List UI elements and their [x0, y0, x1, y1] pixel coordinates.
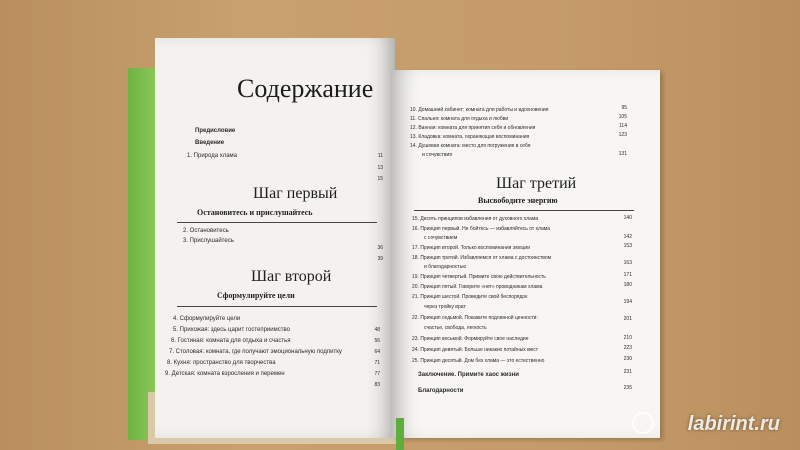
toc-page-number: 83: [374, 382, 380, 388]
toc-page-number: 171: [623, 272, 632, 278]
toc-entry: 13. Кладовка: комната, охраняющая воспоминания: [410, 134, 530, 140]
toc-page-number: 48: [374, 327, 380, 333]
toc-entry-preface: Предисловие: [195, 128, 236, 134]
toc-page-number: 13: [377, 165, 383, 171]
toc-entry: 25. Принцип десятый. Дом без хлама — это естественно: [412, 358, 545, 364]
toc-page-number: 180: [623, 282, 632, 288]
toc-page-number: 153: [623, 243, 632, 249]
toc-entry: 18. Принцип третий. Избавляемся от хлама с достоинством: [412, 255, 552, 261]
toc-entry: 14. Душевая комната: место для погружения в себя: [410, 143, 531, 149]
toc-entry: и сочувствия: [422, 152, 453, 158]
toc-entry: 22. Принцип седьмой. Покажите подлинной ценности:: [412, 315, 538, 321]
toc-page-number: 140: [623, 215, 632, 221]
step-three-subheading: Высвободите энергию: [478, 196, 558, 205]
toc-entry: 7. Столовая: комната, где получают эмоциональную подпитку: [169, 349, 342, 355]
toc-entry-conclusion: Заключение. Примите хаос жизни: [418, 372, 519, 378]
toc-entry: с сочувствием: [424, 235, 458, 241]
contents-title: Содержание: [237, 74, 374, 103]
toc-page-number: 105: [618, 114, 627, 120]
toc-entry: 21. Принцип шестой. Проведите свой беспорядок: [412, 294, 528, 300]
toc-entry: счастье, свобода, легкость: [424, 325, 487, 331]
toc-entry: 19. Принцип четвертый. Примите свою действительность: [412, 274, 546, 280]
toc-page-number: 231: [623, 369, 632, 375]
toc-entry: 12. Ванная: комната для принятия себя и обновления: [410, 125, 536, 131]
toc-entry: 1. Природа хлама: [187, 153, 238, 159]
step-one-heading: Шаг первый: [253, 185, 338, 202]
toc-entry: 8. Кухня: пространство для творчества: [167, 360, 276, 366]
toc-entry: 2. Остановитесь: [183, 228, 229, 234]
toc-entry: через тройку врат: [424, 304, 466, 310]
toc-page-number: 123: [618, 132, 627, 138]
toc-entry-acknowledgements: Благодарности: [418, 388, 464, 394]
toc-page-number: 56: [374, 338, 380, 344]
toc-page-number: 15: [377, 176, 383, 182]
toc-entry: 23. Принцип восьмой. Формируйте свое наследие: [412, 336, 529, 342]
toc-page-number: 36: [377, 245, 383, 251]
divider: [414, 210, 634, 211]
divider: [177, 306, 377, 307]
toc-entry: 16. Принцип первый. Не бойтесь — избавляйтесь от хлама: [412, 226, 551, 232]
toc-page-number: 201: [623, 316, 632, 322]
toc-page-number: 235: [623, 385, 632, 391]
toc-entry: 9. Детская: комната взросления и перемен: [165, 371, 285, 377]
toc-page-number: 194: [623, 299, 632, 305]
toc-entry: 10. Домашний кабинет: комната для работы и вдохновения: [410, 107, 549, 113]
bookmark-ribbon: [396, 418, 404, 450]
toc-entry: и благодарностью: [424, 264, 467, 270]
toc-page-number: 163: [623, 260, 632, 266]
toc-entry: 6. Гостиная: комната для отдыха и счастья: [171, 338, 291, 344]
step-two-subheading: Сформулируйте цели: [217, 291, 295, 300]
toc-page-number: 71: [374, 360, 380, 366]
labirint-logo-icon: [632, 412, 654, 434]
toc-entry: 24. Принцип девятый. Больше никаких потайных мест: [412, 347, 539, 353]
toc-entry: 3. Прислушайтесь: [183, 238, 234, 244]
toc-page-number: 77: [374, 371, 380, 377]
toc-page-number: 223: [623, 345, 632, 351]
toc-page-number: 114: [619, 123, 627, 129]
right-page: [392, 70, 660, 438]
toc-page-number: 142: [623, 234, 632, 240]
toc-page-number: 131: [618, 151, 627, 157]
book-cover-edge: [128, 68, 158, 440]
toc-page-number: 64: [374, 349, 380, 355]
toc-page-number: 210: [623, 335, 632, 341]
step-one-subheading: Остановитесь и прислушайтесь: [197, 208, 313, 217]
toc-page-number: 39: [377, 256, 383, 262]
step-three-heading: Шаг третий: [496, 175, 577, 192]
toc-entry: 17. Принцип второй. Только воспоминания эмоции: [412, 245, 530, 251]
toc-entry: 20. Принцип пятый. Говорите «нет» проводникам хлама: [412, 284, 543, 290]
toc-page-number: 230: [623, 356, 632, 362]
toc-page-number: 11: [377, 153, 383, 159]
step-two-heading: Шаг второй: [251, 268, 332, 285]
divider: [177, 222, 377, 223]
toc-entry: 15. Десять принципов избавления от духовного хлама: [412, 216, 539, 222]
toc-entry: 11. Спальня: комната для отдыха и любви: [410, 116, 509, 122]
toc-entry-introduction: Введение: [195, 140, 225, 146]
toc-page-number: 95: [621, 105, 627, 111]
watermark: labirint.ru: [687, 413, 780, 435]
toc-entry: 4. Сформулируйте цели: [173, 316, 241, 322]
left-page: [155, 38, 395, 438]
toc-entry: 5. Прихожая: здесь царит гостеприимство: [173, 327, 290, 333]
